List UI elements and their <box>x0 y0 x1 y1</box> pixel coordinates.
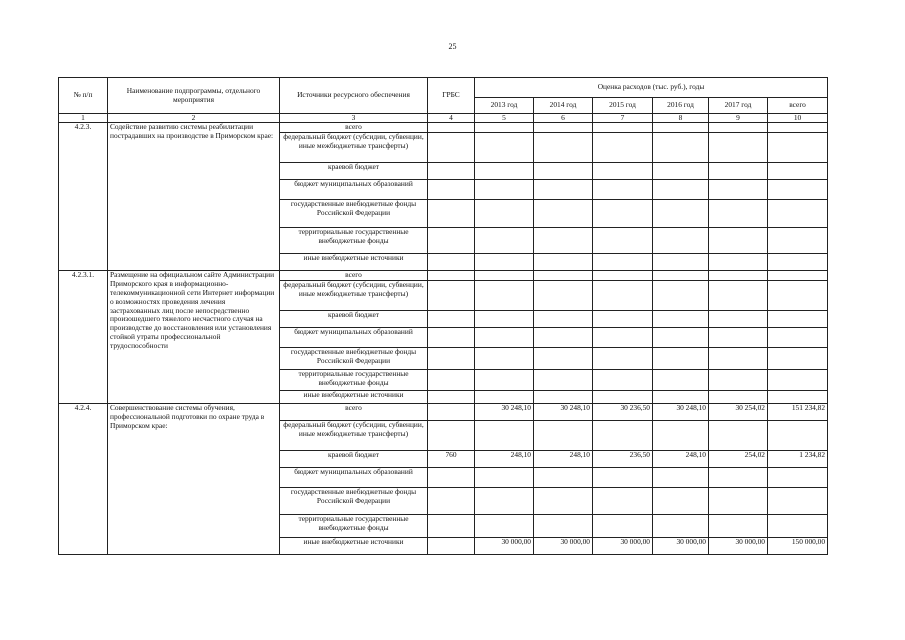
grbs-code <box>428 271 475 281</box>
year-amount <box>475 228 534 254</box>
page-number: 25 <box>448 42 457 51</box>
year-amount <box>593 311 653 328</box>
year-amount: 30 236,50 <box>593 404 653 421</box>
year-amount <box>593 370 653 391</box>
funding-source: государственные внебюджетные фонды Российской Федерации <box>280 200 428 228</box>
year-amount <box>593 348 653 370</box>
year-amount <box>534 515 593 538</box>
column-number: 4 <box>428 114 475 123</box>
year-amount <box>534 281 593 311</box>
year-amount <box>475 370 534 391</box>
year-amount <box>653 488 709 515</box>
item-title: Совершенствование системы обучения, профессиональной подготовки по охране труда в Приморском крае: <box>108 404 280 555</box>
grbs-code <box>428 421 475 451</box>
year-amount <box>475 254 534 271</box>
total-amount <box>768 311 828 328</box>
funding-source: бюджет муниципальных образований <box>280 468 428 488</box>
year-amount: 30 254,02 <box>709 404 768 421</box>
total-amount <box>768 488 828 515</box>
item-number: 4.2.3. <box>59 123 108 271</box>
funding-source: федеральный бюджет (субсидии, субвенции, иные межбюджетные трансферты) <box>280 421 428 451</box>
item-title: Размещение на официальном сайте Администрации Приморского края в информационно-телекоммуникационной сети Интернет информации о возможностях проведения лечения застрахованных лиц после непосредственно произошедшего тяжелого несчастного случая на производстве до восстановления или установления стойкой утраты профессиональной трудоспособности <box>108 271 280 404</box>
year-amount <box>593 515 653 538</box>
year-amount <box>709 163 768 180</box>
year-amount: 30 248,10 <box>475 404 534 421</box>
year-amount <box>593 328 653 348</box>
funding-source: иные внебюджетные источники <box>280 391 428 404</box>
year-amount <box>593 163 653 180</box>
year-amount <box>534 468 593 488</box>
year-amount <box>653 281 709 311</box>
total-amount <box>768 328 828 348</box>
year-amount <box>593 200 653 228</box>
funding-source: краевой бюджет <box>280 311 428 328</box>
header-estimate: Оценка расходов (тыс. руб.), годы <box>475 78 828 98</box>
total-amount <box>768 228 828 254</box>
year-amount <box>653 271 709 281</box>
column-number: 8 <box>653 114 709 123</box>
column-number: 3 <box>280 114 428 123</box>
year-amount <box>709 200 768 228</box>
year-amount <box>709 123 768 133</box>
year-amount <box>653 133 709 163</box>
year-amount: 248,10 <box>475 451 534 468</box>
year-amount <box>709 348 768 370</box>
year-amount <box>475 328 534 348</box>
year-amount <box>593 468 653 488</box>
header-year: 2017 год <box>709 98 768 114</box>
grbs-code <box>428 200 475 228</box>
year-amount <box>709 468 768 488</box>
item-number: 4.2.4. <box>59 404 108 555</box>
year-amount <box>709 180 768 200</box>
grbs-code <box>428 468 475 488</box>
column-number: 10 <box>768 114 828 123</box>
item-title: Содействие развитию системы реабилитации пострадавших на производстве в Приморском крае: <box>108 123 280 271</box>
grbs-code <box>428 281 475 311</box>
grbs-code <box>428 228 475 254</box>
year-amount <box>653 391 709 404</box>
year-amount <box>475 348 534 370</box>
total-amount <box>768 200 828 228</box>
year-amount <box>653 123 709 133</box>
year-amount <box>653 200 709 228</box>
funding-source: краевой бюджет <box>280 163 428 180</box>
year-amount <box>593 123 653 133</box>
year-amount <box>534 180 593 200</box>
funding-source: федеральный бюджет (субсидии, субвенции, иные межбюджетные трансферты) <box>280 133 428 163</box>
year-amount <box>534 254 593 271</box>
year-amount <box>534 123 593 133</box>
year-amount <box>709 488 768 515</box>
year-amount <box>653 180 709 200</box>
table-body <box>59 114 828 555</box>
year-amount <box>593 254 653 271</box>
year-amount <box>475 180 534 200</box>
year-amount <box>709 370 768 391</box>
year-amount <box>534 200 593 228</box>
grbs-code <box>428 370 475 391</box>
year-amount <box>593 391 653 404</box>
column-numbers-row <box>59 114 828 123</box>
table-header <box>59 78 828 114</box>
funding-source: территориальные государственные внебюджетные фонды <box>280 515 428 538</box>
header-name: Наименование подпрограммы, отдельного мероприятия <box>108 78 280 114</box>
year-amount <box>475 271 534 281</box>
year-amount <box>475 133 534 163</box>
year-amount <box>593 228 653 254</box>
year-amount <box>534 228 593 254</box>
grbs-code <box>428 404 475 421</box>
year-amount <box>653 254 709 271</box>
year-amount <box>653 228 709 254</box>
total-amount: 1 234,82 <box>768 451 828 468</box>
total-amount <box>768 468 828 488</box>
total-amount <box>768 370 828 391</box>
year-amount <box>709 254 768 271</box>
year-amount <box>653 348 709 370</box>
column-number: 6 <box>534 114 593 123</box>
year-amount: 254,02 <box>709 451 768 468</box>
year-amount <box>709 421 768 451</box>
header-year: 2015 год <box>593 98 653 114</box>
total-amount: 151 234,82 <box>768 404 828 421</box>
column-number: 2 <box>108 114 280 123</box>
year-amount <box>475 488 534 515</box>
year-amount <box>709 133 768 163</box>
year-amount <box>475 311 534 328</box>
total-amount <box>768 123 828 133</box>
funding-source: иные внебюджетные источники <box>280 538 428 555</box>
year-amount <box>653 163 709 180</box>
year-amount <box>534 271 593 281</box>
funding-source: территориальные государственные внебюджетные фонды <box>280 228 428 254</box>
total-amount <box>768 163 828 180</box>
year-amount <box>534 348 593 370</box>
header-grbs: ГРБС <box>428 78 475 114</box>
year-amount: 30 248,10 <box>653 404 709 421</box>
grbs-code <box>428 123 475 133</box>
funding-source: бюджет муниципальных образований <box>280 180 428 200</box>
year-amount <box>534 328 593 348</box>
year-amount <box>593 421 653 451</box>
funding-source: государственные внебюджетные фонды Российской Федерации <box>280 488 428 515</box>
grbs-code <box>428 348 475 370</box>
year-amount <box>534 421 593 451</box>
grbs-code <box>428 311 475 328</box>
year-amount <box>593 281 653 311</box>
funding-source: федеральный бюджет (субсидии, субвенции, иные межбюджетные трансферты) <box>280 281 428 311</box>
year-amount <box>475 123 534 133</box>
year-amount <box>475 391 534 404</box>
year-amount <box>709 271 768 281</box>
year-amount <box>475 281 534 311</box>
column-number: 9 <box>709 114 768 123</box>
year-amount <box>475 421 534 451</box>
funding-source: государственные внебюджетные фонды Российской Федерации <box>280 348 428 370</box>
column-number: 5 <box>475 114 534 123</box>
year-amount <box>653 328 709 348</box>
funding-source: всего <box>280 271 428 281</box>
year-amount: 30 000,00 <box>534 538 593 555</box>
year-amount <box>475 468 534 488</box>
year-amount <box>593 488 653 515</box>
year-amount <box>475 163 534 180</box>
year-amount <box>534 311 593 328</box>
funding-source: всего <box>280 123 428 133</box>
total-amount: 150 000,00 <box>768 538 828 555</box>
column-number: 1 <box>59 114 108 123</box>
table-row <box>59 271 828 281</box>
year-amount: 30 000,00 <box>709 538 768 555</box>
year-amount <box>534 488 593 515</box>
year-amount <box>653 421 709 451</box>
year-amount: 248,10 <box>653 451 709 468</box>
year-amount <box>709 328 768 348</box>
table-row <box>59 123 828 133</box>
funding-source: всего <box>280 404 428 421</box>
header-num: № п/п <box>59 78 108 114</box>
grbs-code <box>428 180 475 200</box>
grbs-code <box>428 515 475 538</box>
year-amount <box>534 391 593 404</box>
budget-table <box>58 77 828 555</box>
grbs-code <box>428 254 475 271</box>
total-amount <box>768 271 828 281</box>
year-amount: 30 000,00 <box>475 538 534 555</box>
year-amount <box>709 281 768 311</box>
year-amount <box>475 515 534 538</box>
funding-source: краевой бюджет <box>280 451 428 468</box>
year-amount <box>653 370 709 391</box>
funding-source: иные внебюджетные источники <box>280 254 428 271</box>
grbs-code <box>428 133 475 163</box>
header-year: 2016 год <box>653 98 709 114</box>
year-amount <box>709 311 768 328</box>
year-amount: 30 000,00 <box>653 538 709 555</box>
total-amount <box>768 515 828 538</box>
item-number: 4.2.3.1. <box>59 271 108 404</box>
year-amount: 248,10 <box>534 451 593 468</box>
year-amount: 30 000,00 <box>593 538 653 555</box>
year-amount <box>653 515 709 538</box>
year-amount: 30 248,10 <box>534 404 593 421</box>
grbs-code <box>428 328 475 348</box>
year-amount <box>534 133 593 163</box>
funding-source: территориальные государственные внебюджетные фонды <box>280 370 428 391</box>
grbs-code <box>428 488 475 515</box>
year-amount: 236,50 <box>593 451 653 468</box>
year-amount <box>709 391 768 404</box>
header-sources: Источники ресурсного обеспечения <box>280 78 428 114</box>
year-amount <box>709 228 768 254</box>
year-amount <box>475 200 534 228</box>
total-amount <box>768 254 828 271</box>
year-amount <box>593 133 653 163</box>
total-amount <box>768 421 828 451</box>
column-number: 7 <box>593 114 653 123</box>
total-amount <box>768 180 828 200</box>
grbs-code <box>428 391 475 404</box>
year-amount <box>709 515 768 538</box>
table-row <box>59 404 828 421</box>
total-amount <box>768 133 828 163</box>
header-total: всего <box>768 98 828 114</box>
grbs-code <box>428 538 475 555</box>
year-amount <box>534 370 593 391</box>
year-amount <box>653 468 709 488</box>
grbs-code <box>428 163 475 180</box>
total-amount <box>768 281 828 311</box>
year-amount <box>593 271 653 281</box>
total-amount <box>768 348 828 370</box>
total-amount <box>768 391 828 404</box>
year-amount <box>534 163 593 180</box>
grbs-code: 760 <box>428 451 475 468</box>
header-year: 2014 год <box>534 98 593 114</box>
year-amount <box>653 311 709 328</box>
year-amount <box>593 180 653 200</box>
header-year: 2013 год <box>475 98 534 114</box>
funding-source: бюджет муниципальных образований <box>280 328 428 348</box>
